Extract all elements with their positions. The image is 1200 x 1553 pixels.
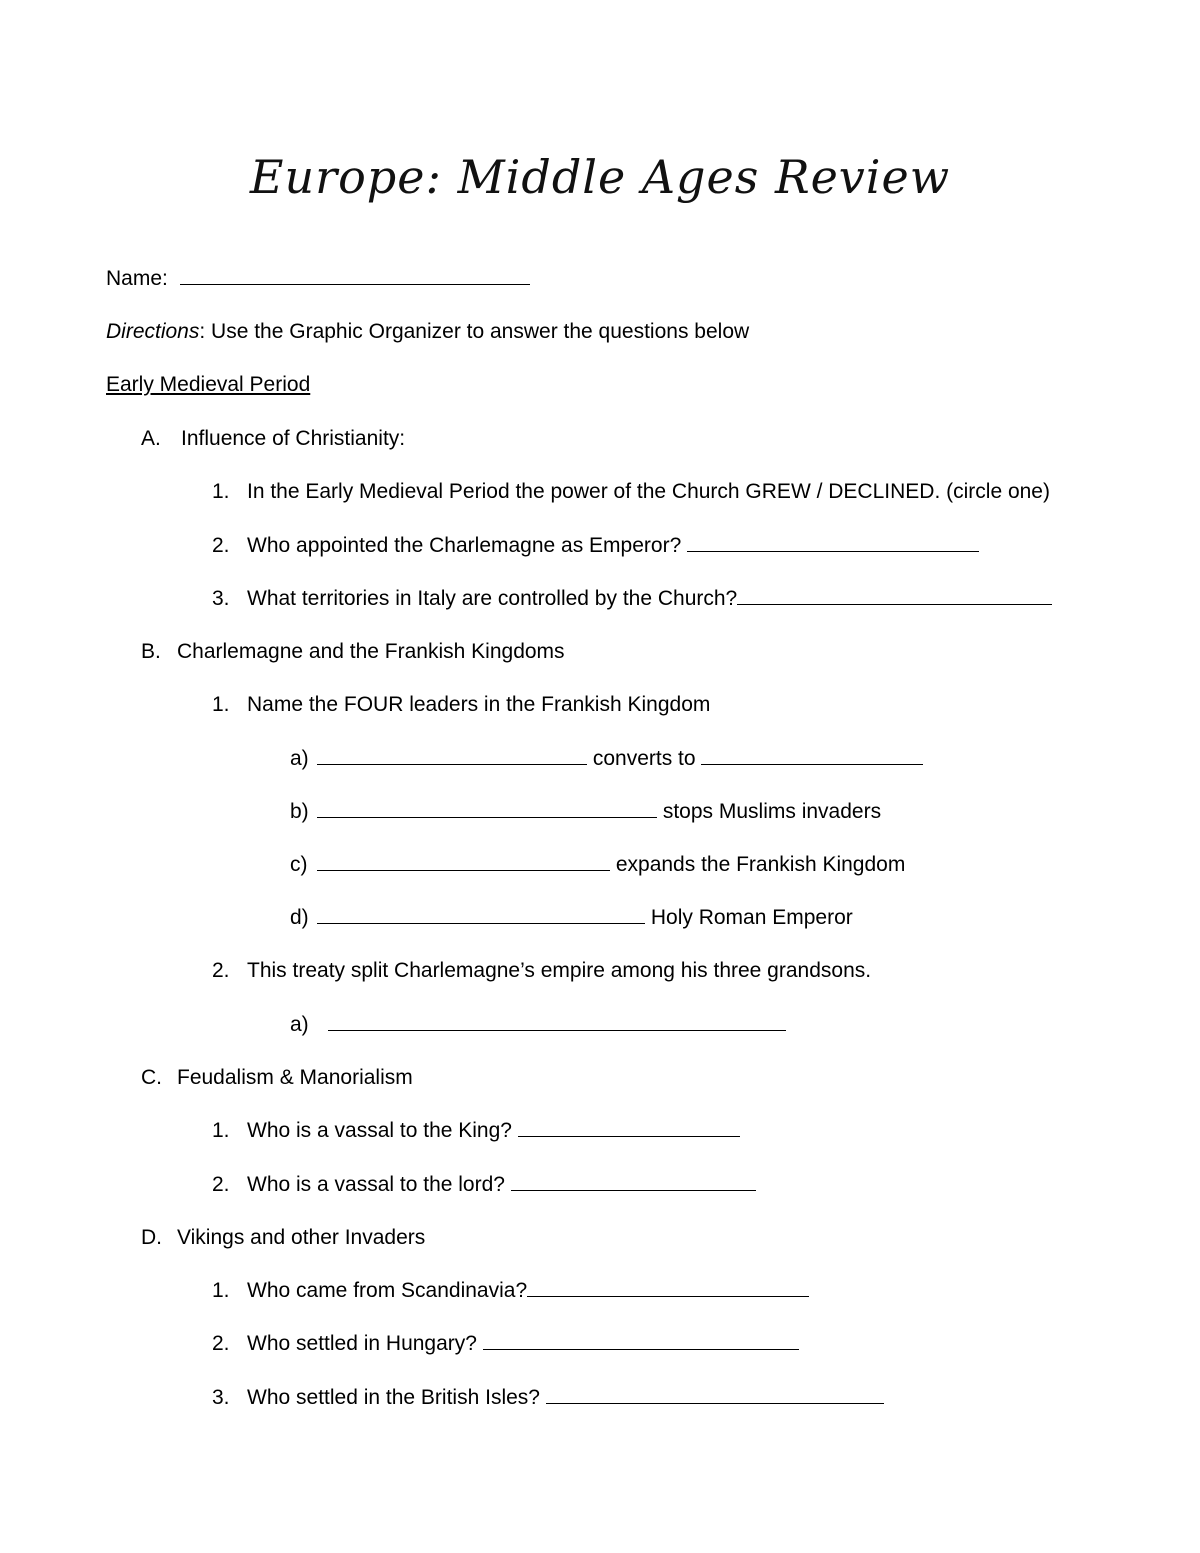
subitem-text: converts to [592, 747, 696, 770]
question-text: This treaty split Charlemagne’s empire among his three grandsons. [247, 959, 872, 982]
question-text: What territories in Italy are controlled by the Church? [247, 587, 738, 610]
question-c1 [212, 1118, 740, 1144]
answer-blank[interactable] [317, 746, 587, 765]
question-marker: 1. [212, 693, 230, 716]
answer-blank[interactable] [687, 533, 979, 552]
question-marker: 2. [212, 959, 230, 982]
section-marker: B. [141, 640, 161, 663]
subitem-marker: d) [290, 906, 309, 929]
section-label: Feudalism & Manorialism [177, 1066, 413, 1089]
question-b1 [212, 692, 710, 718]
question-marker: 3. [212, 587, 230, 610]
section-marker: D. [141, 1226, 162, 1249]
directions-label: Directions [106, 320, 200, 343]
answer-blank[interactable] [518, 1118, 740, 1137]
subitem-b1b [290, 799, 881, 825]
answer-blank[interactable] [701, 746, 923, 765]
directions [106, 319, 749, 345]
subitem-marker: a) [290, 1013, 309, 1036]
section-label: Influence of Christianity: [181, 427, 406, 450]
question-a1 [212, 479, 1050, 505]
answer-blank[interactable] [511, 1172, 756, 1191]
name-label: Name: [106, 267, 168, 290]
question-marker: 2. [212, 534, 230, 557]
question-text: Who settled in the British Isles? [247, 1386, 540, 1409]
section-c-title [141, 1065, 413, 1091]
question-a2 [212, 533, 979, 559]
section-label: Charlemagne and the Frankish Kingdoms [177, 640, 565, 663]
question-marker: 3. [212, 1386, 230, 1409]
question-a3 [212, 586, 1052, 612]
question-text: Name the FOUR leaders in the Frankish Kingdom [247, 693, 711, 716]
question-text: Who appointed the Charlemagne as Emperor? [247, 534, 682, 557]
name-row [106, 266, 530, 292]
question-marker: 2. [212, 1173, 230, 1196]
section-heading: Early Medieval Period [106, 373, 311, 396]
subitem-text: expands the Frankish Kingdom [615, 853, 906, 876]
subitem-b1a [290, 746, 923, 772]
question-d1 [212, 1278, 809, 1304]
answer-blank[interactable] [737, 586, 1052, 605]
section-label: Vikings and other Invaders [177, 1226, 426, 1249]
subitem-marker: b) [290, 800, 309, 823]
section-d-title [141, 1225, 425, 1251]
subitem-marker: a) [290, 747, 309, 770]
question-c2 [212, 1172, 756, 1198]
page-title: Europe: Middle Ages Review [249, 150, 951, 204]
question-text: Who is a vassal to the King? [247, 1119, 512, 1142]
answer-blank[interactable] [483, 1331, 799, 1350]
answer-blank[interactable] [317, 852, 610, 871]
question-marker: 1. [212, 480, 230, 503]
question-text: Who came from Scandinavia? [247, 1279, 528, 1302]
question-marker: 1. [212, 1119, 230, 1142]
question-text: In the Early Medieval Period the power of the Church GREW / DECLINED. (circle one) [247, 480, 1050, 503]
subitem-b1d [290, 905, 853, 931]
question-d3 [212, 1385, 884, 1411]
name-field[interactable] [180, 266, 530, 285]
subitem-text: Holy Roman Emperor [650, 906, 853, 929]
answer-blank[interactable] [328, 1012, 786, 1031]
question-text: Who settled in Hungary? [247, 1332, 477, 1355]
question-b2 [212, 958, 871, 984]
subitem-b1c [290, 852, 905, 878]
section-marker: A. [141, 427, 161, 450]
subitem-b2a [290, 1012, 786, 1038]
section-a-title [141, 426, 405, 452]
answer-blank[interactable] [546, 1385, 884, 1404]
section-marker: C. [141, 1066, 162, 1089]
question-d2 [212, 1331, 799, 1357]
question-marker: 2. [212, 1332, 230, 1355]
question-marker: 1. [212, 1279, 230, 1302]
question-text: Who is a vassal to the lord? [247, 1173, 505, 1196]
subitem-marker: c) [290, 853, 308, 876]
subitem-text: stops Muslims invaders [662, 800, 882, 823]
directions-text: : Use the Graphic Organizer to answer the questions below [199, 320, 750, 343]
answer-blank[interactable] [317, 905, 645, 924]
answer-blank[interactable] [527, 1278, 809, 1297]
answer-blank[interactable] [317, 799, 657, 818]
section-b-title [141, 639, 565, 665]
